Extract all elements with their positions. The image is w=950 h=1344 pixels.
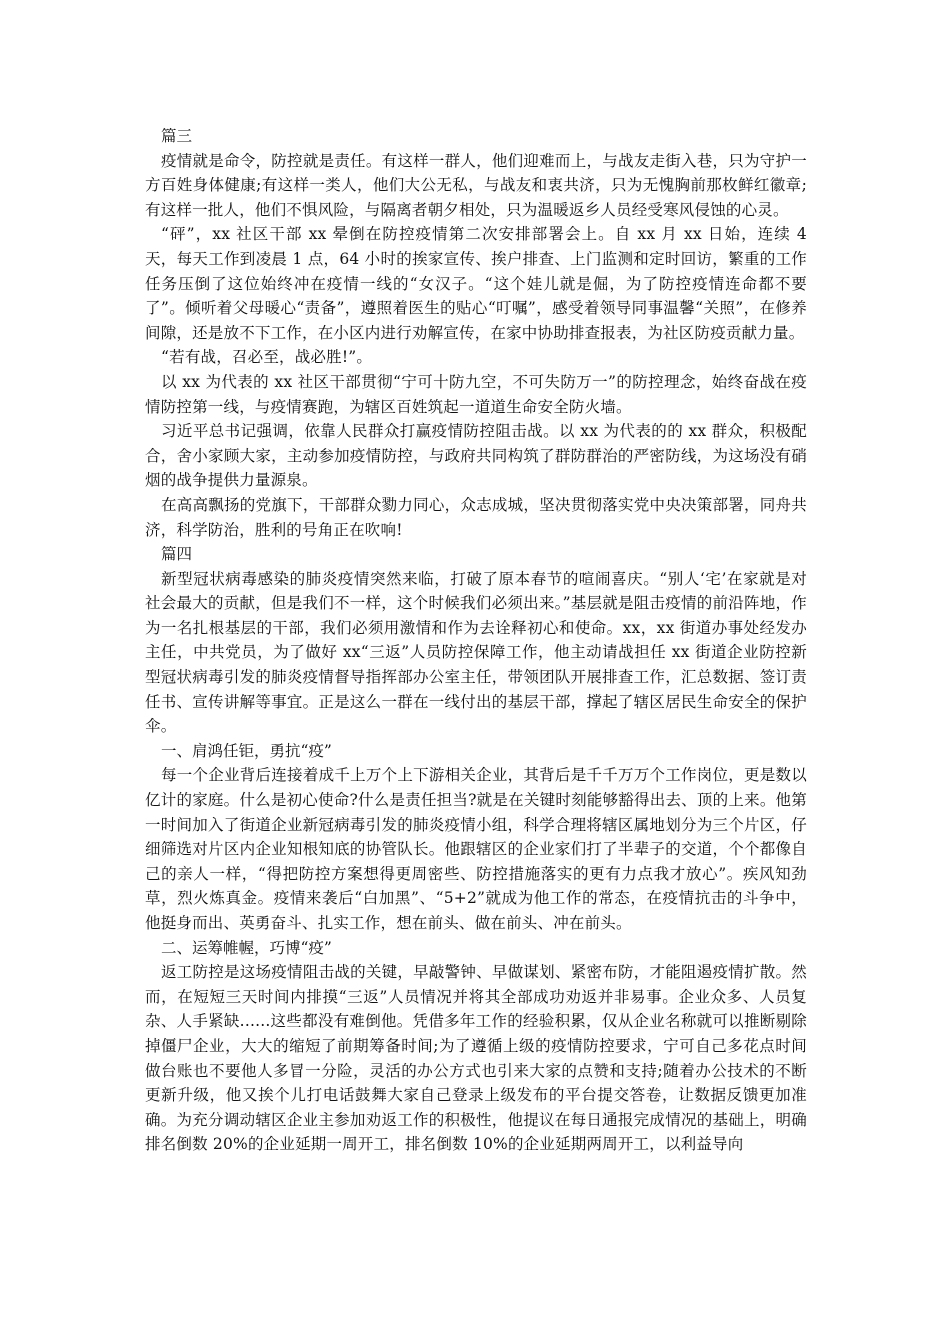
- subheading-one: 一、肩鸿任钜，勇抗“疫”: [161, 741, 332, 760]
- paragraph: 在高高飘扬的党旗下，干部群众勠力同心，众志成城，坚决贯彻落实党中央决策部署，同舟共济，科学防治，胜利的号角正在吹响!: [145, 495, 807, 539]
- paragraph: 以 xx 为代表的 xx 社区干部贯彻“宁可十防九空，不可失防万一”的防控理念，始终奋战在疫情防控第一线，与疫情赛跑，为辖区百姓筑起一道道生命安全防火墙。: [145, 372, 807, 416]
- paragraph: 返工防控是这场疫情阻击战的关键，早敲警钟、早做谋划、紧密布防，才能阻遏疫情扩散。然而，在短短三天时间内排摸“三返”人员情况并将其全部成功劝返并非易事。企业众多、人员复杂、人手紧缺......这些都没有难倒他。凭借多年工作的经验积累，仅从企业名称就可以推断剔除掉僵尸企业，大大的缩短了前期筹备时间;为了遵循上级的疫情防控要求，宁可自己多花点时间做台账也不要他人多冒一分险，灵活的办公方式也引来大家的点赞和支持;随着办公技术的不断更新升级，他又挨个儿打电话鼓舞大家自己登录上级发布的平台提交答卷，让数据反馈更加准确。为充分调动辖区企业主参加劝返工作的积极性，他提议在每日通报完成情况的基础上，明确排名倒数 20%的企业延期一周开工，排名倒数 10%的企业延期两周开工，以利益导向: [145, 963, 807, 1154]
- paragraph: 新型冠状病毒感染的肺炎疫情突然来临，打破了原本春节的喧闹喜庆。“别人‘宅’在家就是对社会最大的贡献，但是我们不一样，这个时候我们必须出来。”基层就是阻击疫情的前沿阵地，作为一名扎根基层的干部，我们必须用激情和作为去诠释初心和使命。xx，xx 街道办事处经发办主任，中共党员，为了做好 xx“三返”人员防控保障工作，他主动请战担任 xx 街道企业防控新型冠状病毒引发的肺炎疫情督导指挥部办公室主任，带领团队开展排查工作，汇总数据、签订责任书、宣传讲解等事宜。正是这么一群在一线付出的基层干部，撑起了辖区居民生命安全的保护伞。: [145, 569, 807, 736]
- paragraph: 习近平总书记强调，依靠人民群众打赢疫情防控阻击战。以 xx 为代表的的 xx 群众，积极配合，舍小家顾大家，主动参加疫情防控，与政府共同构筑了群防群治的严密防线，为这场没有硝烟的战争提供力量源泉。: [145, 422, 807, 490]
- subheading-two: 二、运筹帷幄，巧博“疫”: [161, 938, 332, 957]
- section-heading-pian-san: 篇三: [161, 127, 193, 145]
- paragraph: 每一个企业背后连接着成千上万个上下游相关企业，其背后是千千万万个工作岗位，更是数以亿计的家庭。什么是初心使命?什么是责任担当?就是在关键时刻能够豁得出去、顶的上来。他第一时间加入了街道企业新冠病毒引发的肺炎疫情小组，科学合理将辖区属地划分为三个片区，仔细筛选对片区内企业知根知底的协管队长。他跟辖区的企业家们打了半辈子的交道，个个都像自己的亲人一样，“得把防控方案想得更周密些、防控措施落实的更有力点我才放心”。疾风知劲草，烈火炼真金。疫情来袭后“白加黑”、“5+2”就成为他工作的常态，在疫情抗击的斗争中，他挺身而出、英勇奋斗、扎实工作，想在前头、做在前头、冲在前头。: [145, 766, 807, 932]
- paragraph: 疫情就是命令，防控就是责任。有这样一群人，他们迎难而上，与战友走街入巷，只为守护一方百姓身体健康;有这样一类人，他们大公无私，与战友和衷共济，只为无愧胸前那枚鲜红徽章;有这样一批人，他们不惧风险，与隔离者朝夕相处，只为温暖返乡人员经受寒风侵蚀的心灵。: [145, 151, 807, 219]
- section-heading-pian-si: 篇四: [161, 545, 193, 564]
- paragraph: “若有战，召必至，战必胜!”。: [161, 348, 373, 367]
- document-body: [145, 124, 807, 1157]
- paragraph: “砰”，xx 社区干部 xx 晕倒在防控疫情第二次安排部署会上。自 xx 月 xx 日始，连续 4 天，每天工作到凌晨 1 点，64 小时的挨家宣传、挨户排查、上门监测和定时回访，繁重的工作任务压倒了这位始终冲在疫情一线的“女汉子。“这个娃儿就是倔，为了防控疫情连命都不要了”。倾听着父母暖心“责备”，遵照着医生的贴心“叮嘱”，感受着领导同事温馨“关照”，在修养间隙，还是放不下工作，在小区内进行劝解宣传，在家中协助排查报表，为社区防疫贡献力量。: [145, 225, 807, 342]
